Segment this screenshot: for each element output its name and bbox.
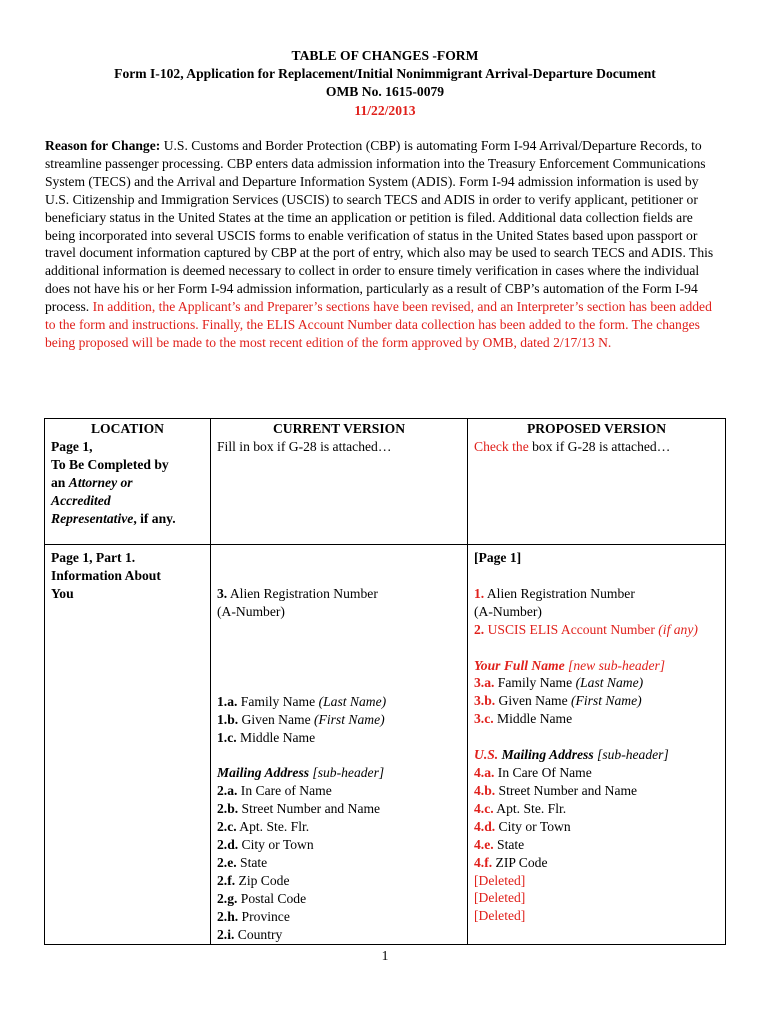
proposed-address-list — [474, 764, 719, 871]
item-label: Postal Code — [237, 890, 307, 906]
header-date: 11/22/2013 — [354, 102, 416, 118]
deleted-item: [Deleted] — [474, 908, 526, 924]
list-item — [474, 854, 719, 872]
current-address-list — [217, 782, 461, 943]
current-mail-header — [217, 764, 461, 782]
item-label: Zip Code — [235, 872, 290, 888]
list-item — [217, 854, 461, 872]
col-header-proposed: PROPOSED VERSION — [468, 419, 726, 438]
item-label: In Care Of Name — [494, 765, 592, 781]
current-alien-number — [217, 585, 461, 603]
location-text: Attorney or — [68, 474, 133, 490]
item-number: 2. — [474, 621, 485, 637]
item-number: 3.c. — [474, 711, 494, 727]
item-number: 4.f. — [474, 854, 493, 870]
changes-table — [44, 418, 726, 945]
list-item — [474, 710, 719, 728]
subheader-text: Your Full Name — [474, 657, 565, 673]
list-item — [217, 782, 461, 800]
item-label: Family Name — [237, 693, 319, 709]
proposed-elis-number — [474, 621, 719, 639]
item-label: Street Number and Name — [238, 801, 381, 817]
subheader-note: [sub-header] — [593, 747, 669, 763]
col-header-location: LOCATION — [45, 419, 211, 438]
item-note: (Last Name) — [318, 693, 387, 709]
location-line — [51, 510, 204, 528]
item-label: Alien Registration Number — [484, 585, 635, 601]
page-number: 1 — [381, 948, 389, 963]
item-number: 4.d. — [474, 818, 496, 834]
list-item — [217, 729, 461, 747]
current-cell — [211, 438, 468, 545]
proposed-cell — [468, 544, 726, 944]
item-number: 1.b. — [217, 711, 239, 727]
list-item — [474, 692, 719, 710]
item-label: Apt. Ste. Flr. — [236, 819, 310, 835]
item-number: 2.h. — [217, 908, 239, 924]
location-line — [51, 474, 204, 492]
list-item — [217, 693, 461, 711]
header-title: TABLE OF CHANGES -FORM — [291, 48, 479, 63]
subheader-note: [new sub-header] — [564, 657, 666, 673]
location-cell — [45, 438, 211, 545]
item-number: 3.b. — [474, 693, 496, 709]
current-name-list — [217, 693, 461, 747]
list-item — [217, 818, 461, 836]
list-item — [217, 836, 461, 854]
item-note: (if any) — [658, 621, 698, 637]
item-number: 2.c. — [217, 819, 237, 835]
list-item — [474, 800, 719, 818]
proposed-fullname-header — [474, 657, 719, 675]
item-number: 2.a. — [217, 783, 238, 799]
proposed-alien-number — [474, 585, 719, 603]
item-sublabel: (A-Number) — [474, 603, 542, 619]
item-number: 2.g. — [217, 890, 238, 906]
item-number: 1.c. — [217, 729, 237, 745]
list-item — [217, 800, 461, 818]
item-number: 1. — [474, 585, 485, 601]
item-note: (First Name) — [314, 711, 385, 727]
item-label: In Care of Name — [237, 783, 332, 799]
item-number: 4.b. — [474, 782, 496, 798]
item-label: USCIS ELIS Account Number — [484, 621, 659, 637]
item-number: 3. — [217, 585, 228, 601]
reason-red-text: In addition, the Applicant’s and Preparer’s sections have been revised, and an Interpreter’s section has been added to the form and instructions. Finally, the ELIS Account Number data collection has been added to the form. The changes being proposed will be made to the most recent edition of the form approved by OMB, dated 2/17/13 N. — [45, 299, 712, 350]
item-label: Middle Name — [236, 729, 316, 745]
item-label: City or Town — [495, 818, 571, 834]
list-item — [474, 764, 719, 782]
item-number: 4.e. — [474, 836, 494, 852]
location-line: You — [51, 585, 74, 601]
location-cell — [45, 544, 211, 944]
location-text: an — [51, 474, 69, 490]
list-item — [217, 890, 461, 908]
item-sublabel: (A-Number) — [217, 603, 285, 619]
list-item — [217, 711, 461, 729]
item-label: City or Town — [238, 837, 314, 853]
current-text: Fill in box if G-28 is attached… — [217, 438, 392, 454]
item-label: Family Name — [494, 675, 576, 691]
table-header-row — [45, 419, 726, 438]
list-item — [217, 872, 461, 890]
list-item — [474, 674, 719, 692]
table-row — [45, 544, 726, 944]
location-line: Page 1, — [51, 438, 93, 454]
reason-text: U.S. Customs and Border Protection (CBP) is automating Form I-94 Arrival/Departure Records, to streamline passenger processing. CBP enters data admission information into the Treasury Enforcement Communications System (TECS) and the Arrival and Departure Information System (ADIS). Form I-94 admission information is used by U.S. Citizenship and Immigration Services (USCIS) to search TECS and ADIS in order to verify applicant, petitioner or beneficiary status in the United States at the time an application or petition is filed. Additional data collection fields are being incorporated into several USCIS forms to enable verification of status in the United States based upon passport or travel document information captured by CBP at the port of entry, which also may be used to search TECS and ADIS. This additional information is deemed necessary to collect in order to ensure timely verification in cases where the individual does not have his or her Form I-94 admission information, particularly as a result of CBP’s automation of the Form I-94 process. — [45, 138, 714, 315]
proposed-text: box if G-28 is attached… — [528, 438, 671, 454]
item-label: Country — [234, 926, 283, 942]
location-line: Information About — [51, 567, 161, 583]
proposed-mail-header — [474, 746, 719, 764]
page-tag: [Page 1] — [474, 549, 522, 565]
item-label: Given Name — [495, 693, 572, 709]
proposed-red-text: Check the — [474, 438, 529, 454]
list-item — [217, 908, 461, 926]
item-label: Apt. Ste. Flr. — [493, 800, 567, 816]
item-number: 2.e. — [217, 854, 237, 870]
item-label: Street Number and Name — [495, 782, 638, 798]
list-item — [474, 818, 719, 836]
proposed-name-list — [474, 674, 719, 728]
deleted-item: [Deleted] — [474, 872, 526, 888]
location-line: Page 1, Part 1. — [51, 549, 136, 565]
item-label: Alien Registration Number — [227, 585, 378, 601]
header-form-name: Form I-102, Application for Replacement/Initial Nonimmigrant Arrival-Departure Document — [114, 66, 656, 82]
list-item — [474, 836, 719, 854]
item-number: 4.c. — [474, 800, 494, 816]
reason-label: Reason for Change: — [45, 138, 161, 153]
item-number: 4.a. — [474, 765, 495, 781]
location-line: To Be Completed by — [51, 456, 169, 472]
document-header — [0, 47, 770, 120]
list-item — [217, 926, 461, 944]
item-label: Given Name — [238, 711, 315, 727]
current-cell — [211, 544, 468, 944]
item-note: (Last Name) — [575, 675, 644, 691]
item-label: Middle Name — [493, 711, 573, 727]
item-number: 2.b. — [217, 801, 239, 817]
item-number: 2.f. — [217, 872, 236, 888]
location-line: Accredited — [51, 492, 111, 508]
item-number: 1.a. — [217, 693, 238, 709]
subheader-note: [sub-header] — [309, 765, 385, 781]
proposed-cell — [468, 438, 726, 545]
col-header-current: CURRENT VERSION — [211, 419, 468, 438]
item-label: State — [236, 854, 268, 870]
subheader-prefix: U.S. — [474, 747, 499, 763]
item-number: 2.d. — [217, 837, 239, 853]
subheader-text: Mailing Address — [498, 747, 594, 763]
deleted-item: [Deleted] — [474, 890, 526, 906]
item-label: Province — [238, 908, 290, 924]
item-note: (First Name) — [571, 693, 642, 709]
table-row — [45, 438, 726, 545]
item-label: State — [493, 836, 525, 852]
item-number: 2.i. — [217, 926, 235, 942]
reason-paragraph — [45, 137, 725, 352]
subheader-text: Mailing Address — [217, 765, 310, 781]
location-text: Representative — [51, 510, 134, 526]
item-label: ZIP Code — [492, 854, 548, 870]
location-text: , if any. — [133, 510, 176, 526]
list-item — [474, 782, 719, 800]
proposed-deleted-list — [474, 872, 719, 926]
item-number: 3.a. — [474, 675, 495, 691]
header-omb-number: OMB No. 1615-0079 — [325, 84, 445, 100]
